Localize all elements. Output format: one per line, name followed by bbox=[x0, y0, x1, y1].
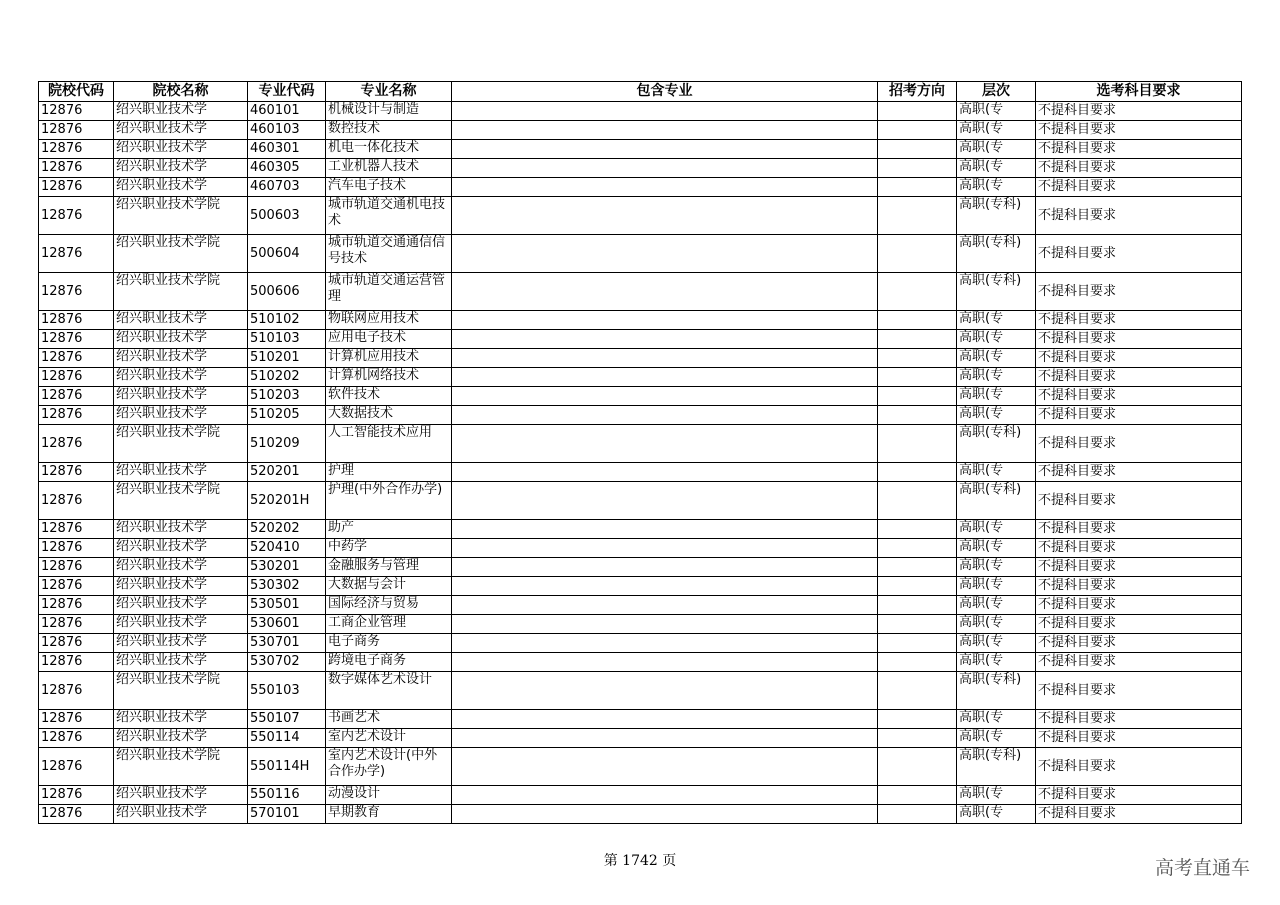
table-cell-level: 高职(专 bbox=[957, 121, 1036, 140]
table-cell-level: 高职(专科) bbox=[957, 672, 1036, 710]
table-cell-major: 室内艺术设计 bbox=[326, 729, 452, 748]
table-cell-school: 绍兴职业技术学 bbox=[114, 311, 248, 330]
table-cell-major: 应用电子技术 bbox=[326, 330, 452, 349]
table-cell-school: 绍兴职业技术学 bbox=[114, 577, 248, 596]
table-cell-req: 不提科目要求 bbox=[1036, 425, 1242, 463]
table-cell-major: 中药学 bbox=[326, 539, 452, 558]
table-cell-major-code: 550107 bbox=[248, 710, 326, 729]
table-cell-level: 高职(专科) bbox=[957, 748, 1036, 786]
table-cell-include bbox=[452, 197, 878, 235]
table-cell-include bbox=[452, 235, 878, 273]
table-cell-level: 高职(专 bbox=[957, 463, 1036, 482]
table-cell-major-code: 510209 bbox=[248, 425, 326, 463]
table-row bbox=[39, 387, 1242, 406]
table-cell-school: 绍兴职业技术学院 bbox=[114, 197, 248, 235]
table-cell-include bbox=[452, 596, 878, 615]
table-cell-code: 12876 bbox=[39, 121, 114, 140]
table-cell-req: 不提科目要求 bbox=[1036, 235, 1242, 273]
table-cell-include bbox=[452, 425, 878, 463]
table-cell-direction bbox=[878, 330, 957, 349]
table-cell-req: 不提科目要求 bbox=[1036, 273, 1242, 311]
table-row bbox=[39, 634, 1242, 653]
table-cell-req: 不提科目要求 bbox=[1036, 482, 1242, 520]
table-cell-req: 不提科目要求 bbox=[1036, 653, 1242, 672]
table-row bbox=[39, 330, 1242, 349]
table-cell-code: 12876 bbox=[39, 330, 114, 349]
table-cell-include bbox=[452, 159, 878, 178]
header-cell: 选考科目要求 bbox=[1036, 82, 1242, 102]
table-cell-direction bbox=[878, 786, 957, 805]
table-cell-req: 不提科目要求 bbox=[1036, 634, 1242, 653]
table-cell-include bbox=[452, 368, 878, 387]
header-cell: 招考方向 bbox=[878, 82, 957, 102]
table-cell-major-code: 500604 bbox=[248, 235, 326, 273]
table-cell-direction bbox=[878, 539, 957, 558]
table-cell-direction bbox=[878, 406, 957, 425]
table-cell-direction bbox=[878, 159, 957, 178]
table-cell-school: 绍兴职业技术学 bbox=[114, 463, 248, 482]
table-row bbox=[39, 425, 1242, 463]
table-cell-direction bbox=[878, 729, 957, 748]
table-cell-major: 人工智能技术应用 bbox=[326, 425, 452, 463]
table-cell-include bbox=[452, 273, 878, 311]
table-cell-direction bbox=[878, 178, 957, 197]
table-cell-code: 12876 bbox=[39, 729, 114, 748]
table-cell-major-code: 570101 bbox=[248, 805, 326, 824]
table-row bbox=[39, 159, 1242, 178]
table-cell-direction bbox=[878, 197, 957, 235]
table-cell-level: 高职(专 bbox=[957, 615, 1036, 634]
table-cell-major: 跨境电子商务 bbox=[326, 653, 452, 672]
table-cell-direction bbox=[878, 672, 957, 710]
table-cell-major: 城市轨道交通通信信号技术 bbox=[326, 235, 452, 273]
table-cell-code: 12876 bbox=[39, 615, 114, 634]
table-cell-req: 不提科目要求 bbox=[1036, 558, 1242, 577]
table-cell-req: 不提科目要求 bbox=[1036, 748, 1242, 786]
table-cell-req: 不提科目要求 bbox=[1036, 672, 1242, 710]
table-cell-level: 高职(专 bbox=[957, 805, 1036, 824]
table-cell-school: 绍兴职业技术学 bbox=[114, 406, 248, 425]
table-cell-code: 12876 bbox=[39, 311, 114, 330]
table-cell-school: 绍兴职业技术学 bbox=[114, 368, 248, 387]
table-row bbox=[39, 121, 1242, 140]
table-cell-code: 12876 bbox=[39, 463, 114, 482]
table-cell-direction bbox=[878, 311, 957, 330]
table-cell-major: 工商企业管理 bbox=[326, 615, 452, 634]
table-cell-req: 不提科目要求 bbox=[1036, 102, 1242, 121]
table-cell-major: 室内艺术设计(中外合作办学) bbox=[326, 748, 452, 786]
table-cell-code: 12876 bbox=[39, 102, 114, 121]
header-cell: 院校代码 bbox=[39, 82, 114, 102]
table-cell-include bbox=[452, 710, 878, 729]
table-cell-direction bbox=[878, 558, 957, 577]
table-cell-req: 不提科目要求 bbox=[1036, 786, 1242, 805]
table-cell-school: 绍兴职业技术学 bbox=[114, 710, 248, 729]
table-cell-level: 高职(专 bbox=[957, 102, 1036, 121]
table-cell-level: 高职(专 bbox=[957, 159, 1036, 178]
table-cell-req: 不提科目要求 bbox=[1036, 311, 1242, 330]
table-cell-major-code: 520410 bbox=[248, 539, 326, 558]
table-cell-include bbox=[452, 463, 878, 482]
table-cell-major: 计算机网络技术 bbox=[326, 368, 452, 387]
table-cell-include bbox=[452, 311, 878, 330]
table-cell-direction bbox=[878, 615, 957, 634]
table-cell-include bbox=[452, 520, 878, 539]
table-row bbox=[39, 102, 1242, 121]
table-cell-major-code: 550114H bbox=[248, 748, 326, 786]
table-row bbox=[39, 653, 1242, 672]
table-cell-include bbox=[452, 653, 878, 672]
header-cell: 院校名称 bbox=[114, 82, 248, 102]
table-cell-include bbox=[452, 558, 878, 577]
table-cell-direction bbox=[878, 748, 957, 786]
table-cell-level: 高职(专 bbox=[957, 140, 1036, 159]
table-cell-level: 高职(专科) bbox=[957, 482, 1036, 520]
table-cell-direction bbox=[878, 482, 957, 520]
table-cell-major-code: 520202 bbox=[248, 520, 326, 539]
table-cell-direction bbox=[878, 349, 957, 368]
table-cell-school: 绍兴职业技术学 bbox=[114, 786, 248, 805]
table-cell-major: 数控技术 bbox=[326, 121, 452, 140]
table-cell-level: 高职(专 bbox=[957, 634, 1036, 653]
table-row bbox=[39, 577, 1242, 596]
table-cell-code: 12876 bbox=[39, 710, 114, 729]
table-row bbox=[39, 615, 1242, 634]
table-cell-code: 12876 bbox=[39, 786, 114, 805]
table-cell-level: 高职(专 bbox=[957, 596, 1036, 615]
table-cell-req: 不提科目要求 bbox=[1036, 463, 1242, 482]
table-row bbox=[39, 463, 1242, 482]
table-cell-school: 绍兴职业技术学院 bbox=[114, 235, 248, 273]
table-cell-school: 绍兴职业技术学 bbox=[114, 615, 248, 634]
table-cell-direction bbox=[878, 710, 957, 729]
table-cell-direction bbox=[878, 425, 957, 463]
table-cell-major: 金融服务与管理 bbox=[326, 558, 452, 577]
table-row bbox=[39, 805, 1242, 824]
table-cell-major-code: 510201 bbox=[248, 349, 326, 368]
table-row bbox=[39, 235, 1242, 273]
table-cell-major: 国际经济与贸易 bbox=[326, 596, 452, 615]
table-cell-direction bbox=[878, 140, 957, 159]
table-cell-code: 12876 bbox=[39, 805, 114, 824]
table-cell-level: 高职(专 bbox=[957, 577, 1036, 596]
table-cell-major-code: 460101 bbox=[248, 102, 326, 121]
table-row bbox=[39, 406, 1242, 425]
table-cell-major-code: 510203 bbox=[248, 387, 326, 406]
table-cell-major: 大数据技术 bbox=[326, 406, 452, 425]
table-cell-major-code: 530201 bbox=[248, 558, 326, 577]
table-row bbox=[39, 140, 1242, 159]
table-cell-level: 高职(专 bbox=[957, 729, 1036, 748]
table-row bbox=[39, 539, 1242, 558]
table-cell-include bbox=[452, 577, 878, 596]
table-cell-code: 12876 bbox=[39, 634, 114, 653]
table-cell-major-code: 520201 bbox=[248, 463, 326, 482]
table-cell-major: 书画艺术 bbox=[326, 710, 452, 729]
table-cell-major: 早期教育 bbox=[326, 805, 452, 824]
table-row bbox=[39, 558, 1242, 577]
table-cell-major: 机电一体化技术 bbox=[326, 140, 452, 159]
table-cell-school: 绍兴职业技术学 bbox=[114, 653, 248, 672]
table-row bbox=[39, 482, 1242, 520]
table-cell-school: 绍兴职业技术学 bbox=[114, 349, 248, 368]
table-cell-level: 高职(专 bbox=[957, 653, 1036, 672]
table-cell-req: 不提科目要求 bbox=[1036, 197, 1242, 235]
table-cell-include bbox=[452, 387, 878, 406]
table-cell-include bbox=[452, 805, 878, 824]
table-cell-include bbox=[452, 729, 878, 748]
table-cell-code: 12876 bbox=[39, 349, 114, 368]
table-cell-include bbox=[452, 482, 878, 520]
table-cell-direction bbox=[878, 463, 957, 482]
table-cell-code: 12876 bbox=[39, 197, 114, 235]
table-cell-code: 12876 bbox=[39, 482, 114, 520]
table-cell-req: 不提科目要求 bbox=[1036, 539, 1242, 558]
table-cell-school: 绍兴职业技术学 bbox=[114, 539, 248, 558]
table-cell-include bbox=[452, 672, 878, 710]
table-cell-req: 不提科目要求 bbox=[1036, 596, 1242, 615]
table-cell-major: 护理(中外合作办学) bbox=[326, 482, 452, 520]
table-cell-req: 不提科目要求 bbox=[1036, 615, 1242, 634]
table-cell-level: 高职(专 bbox=[957, 178, 1036, 197]
table-cell-major-code: 500606 bbox=[248, 273, 326, 311]
table-cell-level: 高职(专 bbox=[957, 368, 1036, 387]
table-cell-school: 绍兴职业技术学 bbox=[114, 121, 248, 140]
table-cell-major: 城市轨道交通运营管理 bbox=[326, 273, 452, 311]
table-cell-major: 工业机器人技术 bbox=[326, 159, 452, 178]
table-cell-school: 绍兴职业技术学 bbox=[114, 330, 248, 349]
table-cell-req: 不提科目要求 bbox=[1036, 577, 1242, 596]
table-cell-include bbox=[452, 406, 878, 425]
table-cell-level: 高职(专 bbox=[957, 349, 1036, 368]
table-cell-school: 绍兴职业技术学 bbox=[114, 178, 248, 197]
table-row bbox=[39, 672, 1242, 710]
table-cell-direction bbox=[878, 634, 957, 653]
table-cell-level: 高职(专 bbox=[957, 539, 1036, 558]
table-row bbox=[39, 786, 1242, 805]
table-cell-req: 不提科目要求 bbox=[1036, 330, 1242, 349]
table-cell-major-code: 530501 bbox=[248, 596, 326, 615]
header-cell: 层次 bbox=[957, 82, 1036, 102]
table-cell-school: 绍兴职业技术学 bbox=[114, 558, 248, 577]
table-cell-include bbox=[452, 102, 878, 121]
table-cell-major: 软件技术 bbox=[326, 387, 452, 406]
table-cell-major-code: 460301 bbox=[248, 140, 326, 159]
table-cell-include bbox=[452, 786, 878, 805]
table-cell-major: 护理 bbox=[326, 463, 452, 482]
table-cell-school: 绍兴职业技术学 bbox=[114, 140, 248, 159]
table-cell-include bbox=[452, 539, 878, 558]
table-cell-major-code: 550114 bbox=[248, 729, 326, 748]
table-cell-school: 绍兴职业技术学院 bbox=[114, 748, 248, 786]
table-cell-level: 高职(专 bbox=[957, 311, 1036, 330]
table-row bbox=[39, 273, 1242, 311]
table-row bbox=[39, 729, 1242, 748]
table-cell-level: 高职(专 bbox=[957, 387, 1036, 406]
table-cell-major-code: 460703 bbox=[248, 178, 326, 197]
table-cell-req: 不提科目要求 bbox=[1036, 729, 1242, 748]
table-cell-req: 不提科目要求 bbox=[1036, 710, 1242, 729]
table-cell-direction bbox=[878, 273, 957, 311]
table-cell-code: 12876 bbox=[39, 387, 114, 406]
table-row bbox=[39, 710, 1242, 729]
table-row bbox=[39, 349, 1242, 368]
table-cell-code: 12876 bbox=[39, 520, 114, 539]
table-cell-major-code: 550116 bbox=[248, 786, 326, 805]
table-cell-direction bbox=[878, 102, 957, 121]
table-cell-code: 12876 bbox=[39, 235, 114, 273]
table-cell-direction bbox=[878, 805, 957, 824]
table-cell-req: 不提科目要求 bbox=[1036, 387, 1242, 406]
table-cell-level: 高职(专 bbox=[957, 558, 1036, 577]
table-cell-include bbox=[452, 634, 878, 653]
header-row bbox=[39, 82, 1242, 102]
table-cell-code: 12876 bbox=[39, 273, 114, 311]
table-cell-school: 绍兴职业技术学 bbox=[114, 805, 248, 824]
table-cell-major: 物联网应用技术 bbox=[326, 311, 452, 330]
table-cell-level: 高职(专 bbox=[957, 710, 1036, 729]
table-cell-code: 12876 bbox=[39, 425, 114, 463]
table-cell-code: 12876 bbox=[39, 539, 114, 558]
table-cell-req: 不提科目要求 bbox=[1036, 520, 1242, 539]
table-cell-direction bbox=[878, 387, 957, 406]
table-cell-level: 高职(专 bbox=[957, 330, 1036, 349]
admission-table bbox=[38, 81, 1242, 824]
table-cell-level: 高职(专科) bbox=[957, 273, 1036, 311]
header-cell: 专业名称 bbox=[326, 82, 452, 102]
header-cell: 专业代码 bbox=[248, 82, 326, 102]
table-cell-major-code: 460103 bbox=[248, 121, 326, 140]
table-row bbox=[39, 311, 1242, 330]
table-cell-school: 绍兴职业技术学 bbox=[114, 596, 248, 615]
table-cell-major: 数字媒体艺术设计 bbox=[326, 672, 452, 710]
table-cell-school: 绍兴职业技术学 bbox=[114, 102, 248, 121]
table-cell-major: 助产 bbox=[326, 520, 452, 539]
table-cell-school: 绍兴职业技术学院 bbox=[114, 672, 248, 710]
table-cell-req: 不提科目要求 bbox=[1036, 406, 1242, 425]
table-cell-code: 12876 bbox=[39, 406, 114, 425]
table-cell-level: 高职(专 bbox=[957, 786, 1036, 805]
table-cell-major-code: 530702 bbox=[248, 653, 326, 672]
table-row bbox=[39, 520, 1242, 539]
table-cell-direction bbox=[878, 653, 957, 672]
table-cell-include bbox=[452, 140, 878, 159]
table-cell-req: 不提科目要求 bbox=[1036, 121, 1242, 140]
table-cell-major: 机械设计与制造 bbox=[326, 102, 452, 121]
table-cell-major-code: 530601 bbox=[248, 615, 326, 634]
table-cell-major-code: 520201H bbox=[248, 482, 326, 520]
table-cell-req: 不提科目要求 bbox=[1036, 368, 1242, 387]
table-cell-include bbox=[452, 615, 878, 634]
table-cell-school: 绍兴职业技术学 bbox=[114, 520, 248, 539]
table-cell-major-code: 550103 bbox=[248, 672, 326, 710]
table-cell-school: 绍兴职业技术学 bbox=[114, 159, 248, 178]
table-cell-major-code: 510205 bbox=[248, 406, 326, 425]
table-cell-major-code: 510103 bbox=[248, 330, 326, 349]
table-cell-req: 不提科目要求 bbox=[1036, 349, 1242, 368]
table-cell-code: 12876 bbox=[39, 368, 114, 387]
table-cell-code: 12876 bbox=[39, 748, 114, 786]
table-cell-major-code: 510102 bbox=[248, 311, 326, 330]
table-row bbox=[39, 368, 1242, 387]
table-cell-major: 城市轨道交通机电技术 bbox=[326, 197, 452, 235]
table-cell-major-code: 500603 bbox=[248, 197, 326, 235]
table-cell-school: 绍兴职业技术学院 bbox=[114, 425, 248, 463]
table-cell-include bbox=[452, 748, 878, 786]
table-cell-major: 汽车电子技术 bbox=[326, 178, 452, 197]
table-cell-req: 不提科目要求 bbox=[1036, 178, 1242, 197]
table-cell-direction bbox=[878, 235, 957, 273]
table-cell-major: 计算机应用技术 bbox=[326, 349, 452, 368]
table-cell-req: 不提科目要求 bbox=[1036, 159, 1242, 178]
table-cell-school: 绍兴职业技术学 bbox=[114, 729, 248, 748]
table-cell-major: 大数据与会计 bbox=[326, 577, 452, 596]
table-cell-school: 绍兴职业技术学 bbox=[114, 387, 248, 406]
table-row bbox=[39, 178, 1242, 197]
table-cell-code: 12876 bbox=[39, 596, 114, 615]
table-row bbox=[39, 748, 1242, 786]
table-cell-level: 高职(专科) bbox=[957, 197, 1036, 235]
table-row bbox=[39, 197, 1242, 235]
header-cell: 包含专业 bbox=[452, 82, 878, 102]
table-cell-code: 12876 bbox=[39, 178, 114, 197]
table-cell-include bbox=[452, 121, 878, 140]
table-cell-major-code: 460305 bbox=[248, 159, 326, 178]
table-cell-direction bbox=[878, 121, 957, 140]
watermark-text: 高考直通车 bbox=[1154, 857, 1250, 879]
table-cell-major-code: 530701 bbox=[248, 634, 326, 653]
table-cell-code: 12876 bbox=[39, 577, 114, 596]
table-cell-direction bbox=[878, 596, 957, 615]
table-row bbox=[39, 596, 1242, 615]
table-cell-req: 不提科目要求 bbox=[1036, 140, 1242, 159]
table-cell-level: 高职(专科) bbox=[957, 235, 1036, 273]
table-cell-code: 12876 bbox=[39, 140, 114, 159]
table-cell-include bbox=[452, 349, 878, 368]
table-cell-major: 动漫设计 bbox=[326, 786, 452, 805]
table-cell-direction bbox=[878, 520, 957, 539]
table-cell-level: 高职(专科) bbox=[957, 425, 1036, 463]
table-cell-code: 12876 bbox=[39, 558, 114, 577]
table-cell-direction bbox=[878, 368, 957, 387]
table-cell-major-code: 510202 bbox=[248, 368, 326, 387]
table-cell-include bbox=[452, 330, 878, 349]
table-cell-code: 12876 bbox=[39, 672, 114, 710]
table-cell-code: 12876 bbox=[39, 653, 114, 672]
table-cell-include bbox=[452, 178, 878, 197]
table-cell-school: 绍兴职业技术学 bbox=[114, 634, 248, 653]
page-number: 第 1742 页 bbox=[603, 853, 677, 869]
table-cell-code: 12876 bbox=[39, 159, 114, 178]
table-cell-school: 绍兴职业技术学院 bbox=[114, 482, 248, 520]
table-cell-direction bbox=[878, 577, 957, 596]
table-cell-major-code: 530302 bbox=[248, 577, 326, 596]
table-cell-level: 高职(专 bbox=[957, 520, 1036, 539]
table-body bbox=[39, 102, 1242, 824]
table-cell-level: 高职(专 bbox=[957, 406, 1036, 425]
table-cell-school: 绍兴职业技术学院 bbox=[114, 273, 248, 311]
table-cell-major: 电子商务 bbox=[326, 634, 452, 653]
table-cell-req: 不提科目要求 bbox=[1036, 805, 1242, 824]
